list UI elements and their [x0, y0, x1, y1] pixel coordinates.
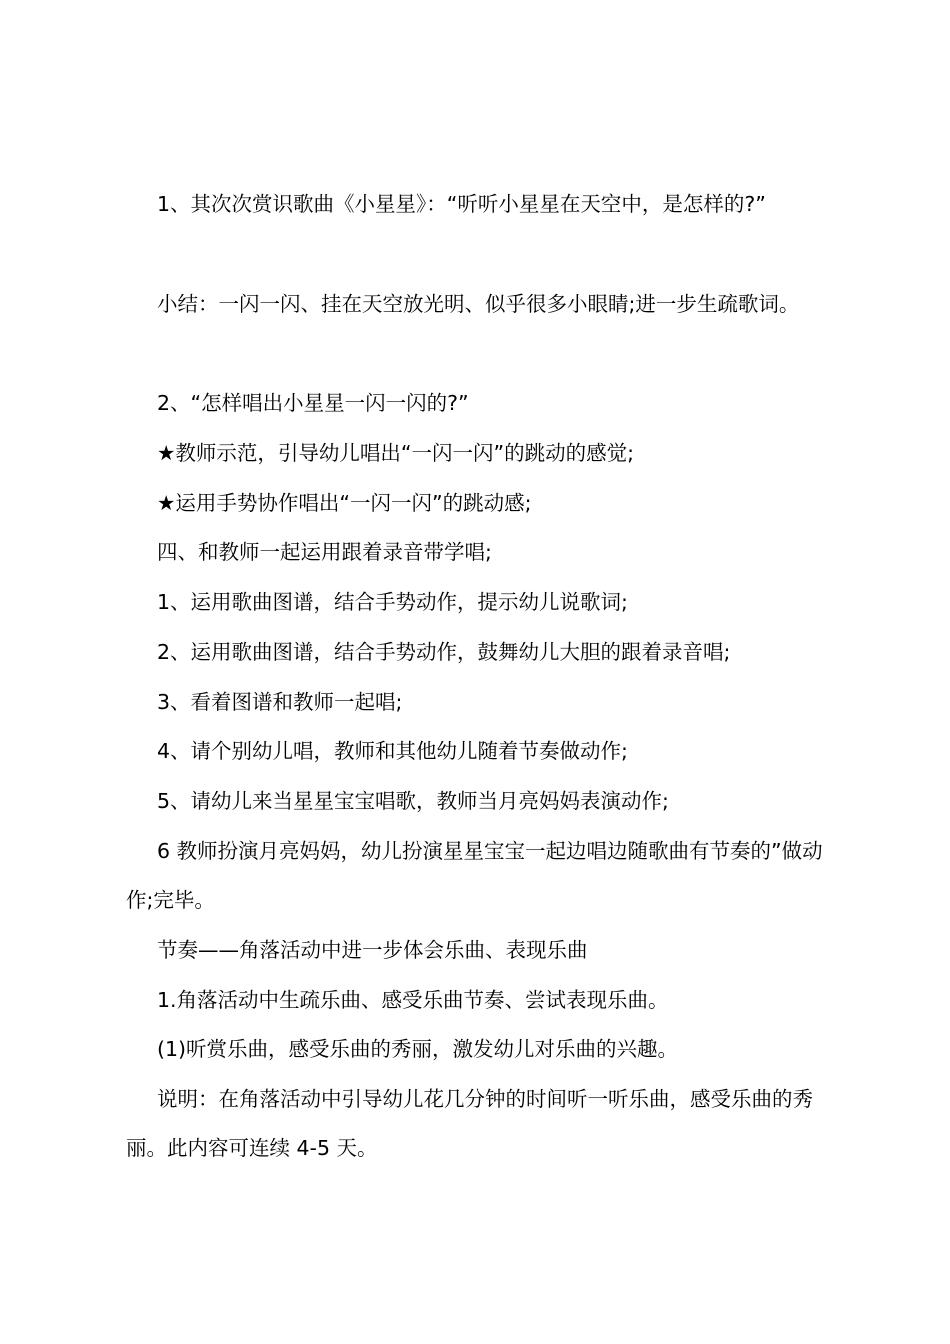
- paragraph-6: 四、和教师一起运用跟着录音带学唱;: [157, 540, 492, 564]
- paragraph-12: 6 教师扮演月亮妈妈，幼儿扮演星星宝宝一起边唱边随歌曲有节奏的”做动作;完毕。: [126, 839, 823, 912]
- paragraph-5: ★运用手势协作唱出“一闪一闪”的跳动感;: [157, 491, 532, 515]
- paragraph-7: 1、运用歌曲图谱，结合手势动作，提示幼儿说歌词;: [157, 590, 628, 614]
- paragraph-3: 2、“怎样唱出小星星一闪一闪的?”: [157, 391, 469, 415]
- paragraph-15: (1)听赏乐曲，感受乐曲的秀丽，激发幼儿对乐曲的兴趣。: [157, 1037, 679, 1061]
- paragraph-11: 5、请幼儿来当星星宝宝唱歌，教师当月亮妈妈表演动作;: [157, 789, 669, 813]
- paragraph-9: 3、看着图谱和教师一起唱;: [157, 690, 403, 714]
- paragraph-4: ★教师示范，引导幼儿唱出“一闪一闪”的跳动的感觉;: [157, 441, 635, 465]
- paragraph-10: 4、请个别幼儿唱，教师和其他幼儿随着节奏做动作;: [157, 739, 628, 763]
- paragraph-13: 节奏——角落活动中进一步体会乐曲、表现乐曲: [157, 938, 588, 962]
- paragraph-1: 1、其次次赏识歌曲《小星星》：“听听小星星在天空中，是怎样的?”: [157, 192, 766, 216]
- paragraph-16: 说明：在角落活动中引导幼儿花几分钟的时间听一听乐曲，感受乐曲的秀丽。此内容可连续 4-5 天。: [126, 1087, 813, 1160]
- paragraph-2: 小结：一闪一闪、挂在天空放光明、似乎很多小眼睛;进一步生疏歌词。: [157, 292, 800, 316]
- paragraph-8: 2、运用歌曲图谱，结合手势动作，鼓舞幼儿大胆的跟着录音唱;: [157, 640, 731, 664]
- paragraph-14: 1.角落活动中生疏乐曲、感受乐曲节奏、尝试表现乐曲。: [157, 988, 669, 1012]
